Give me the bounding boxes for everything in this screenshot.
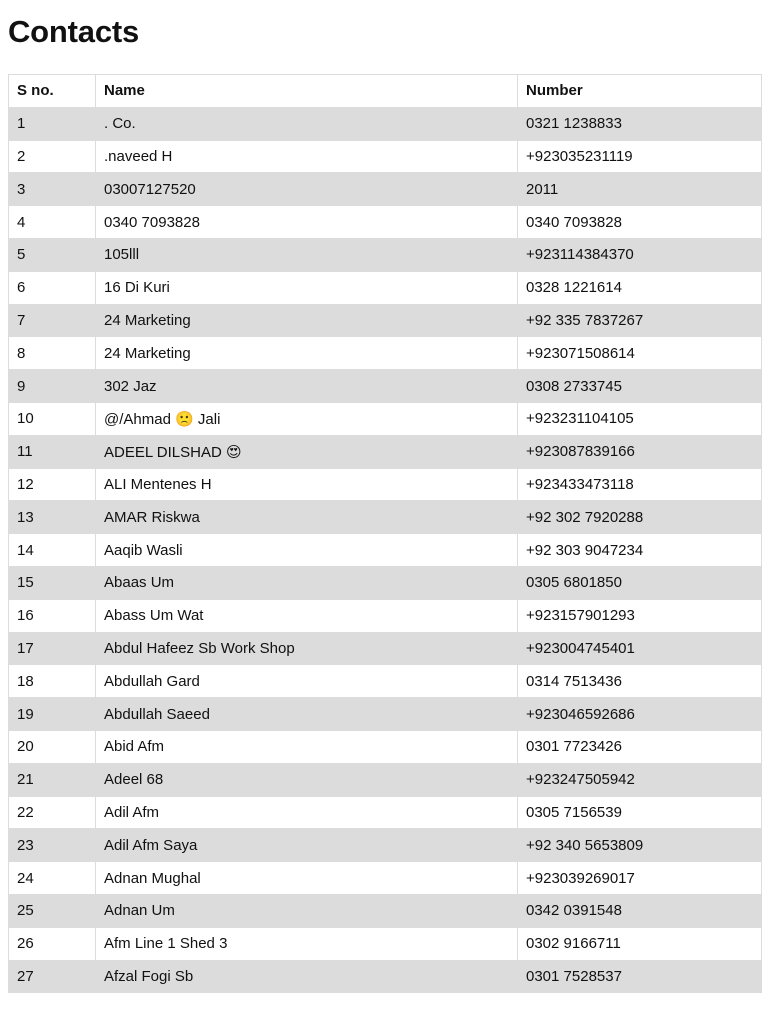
cell-sno: 15 <box>9 566 96 599</box>
cell-sno: 27 <box>9 960 96 993</box>
cell-name: Aaqib Wasli <box>96 534 518 567</box>
cell-number: +923433473118 <box>518 468 762 501</box>
cell-name: Abaas Um <box>96 566 518 599</box>
table-body <box>9 107 762 993</box>
cell-number: +923039269017 <box>518 862 762 895</box>
cell-name: 16 Di Kuri <box>96 271 518 304</box>
cell-number: +923247505942 <box>518 763 762 796</box>
table-row <box>9 534 762 567</box>
table-row <box>9 927 762 960</box>
table-row <box>9 173 762 206</box>
table-row <box>9 960 762 993</box>
cell-sno: 14 <box>9 534 96 567</box>
cell-name: Abdullah Saeed <box>96 698 518 731</box>
table-row <box>9 698 762 731</box>
cell-name: Afzal Fogi Sb <box>96 960 518 993</box>
cell-sno: 26 <box>9 927 96 960</box>
cell-number: 0340 7093828 <box>518 206 762 239</box>
cell-name: Adeel 68 <box>96 763 518 796</box>
cell-sno: 20 <box>9 730 96 763</box>
cell-sno: 23 <box>9 829 96 862</box>
table-row <box>9 829 762 862</box>
cell-sno: 1 <box>9 107 96 140</box>
column-header-sno: S no. <box>9 75 96 108</box>
cell-sno: 22 <box>9 796 96 829</box>
cell-sno: 13 <box>9 501 96 534</box>
table-row <box>9 599 762 632</box>
cell-number: +923087839166 <box>518 435 762 468</box>
cell-name: 0340 7093828 <box>96 206 518 239</box>
cell-sno: 19 <box>9 698 96 731</box>
table-row <box>9 337 762 370</box>
cell-sno: 18 <box>9 665 96 698</box>
cell-name: Afm Line 1 Shed 3 <box>96 927 518 960</box>
cell-number: +923046592686 <box>518 698 762 731</box>
cell-sno: 2 <box>9 140 96 173</box>
cell-number: +923231104105 <box>518 402 762 435</box>
cell-number: +92 303 9047234 <box>518 534 762 567</box>
cell-number: 0308 2733745 <box>518 370 762 403</box>
cell-name: ALI Mentenes H <box>96 468 518 501</box>
table-row <box>9 468 762 501</box>
cell-number: +92 302 7920288 <box>518 501 762 534</box>
cell-name: 24 Marketing <box>96 337 518 370</box>
cell-name: Abdullah Gard <box>96 665 518 698</box>
cell-name: AMAR Riskwa <box>96 501 518 534</box>
table-header <box>9 75 762 108</box>
cell-number: 0314 7513436 <box>518 665 762 698</box>
table-row <box>9 402 762 435</box>
table-row <box>9 566 762 599</box>
cell-number: +923035231119 <box>518 140 762 173</box>
cell-sno: 21 <box>9 763 96 796</box>
cell-sno: 8 <box>9 337 96 370</box>
cell-name: 24 Marketing <box>96 304 518 337</box>
cell-name: 03007127520 <box>96 173 518 206</box>
table-row <box>9 370 762 403</box>
cell-name: Adnan Um <box>96 894 518 927</box>
cell-name: 105lll <box>96 238 518 271</box>
cell-sno: 10 <box>9 402 96 435</box>
cell-name: Adil Afm Saya <box>96 829 518 862</box>
cell-number: +92 340 5653809 <box>518 829 762 862</box>
cell-name: Adil Afm <box>96 796 518 829</box>
table-row <box>9 763 762 796</box>
cell-number: 0305 6801850 <box>518 566 762 599</box>
cell-sno: 16 <box>9 599 96 632</box>
cell-number: +92 335 7837267 <box>518 304 762 337</box>
cell-name: . Co. <box>96 107 518 140</box>
cell-sno: 5 <box>9 238 96 271</box>
cell-name: Abdul Hafeez Sb Work Shop <box>96 632 518 665</box>
cell-number: +923114384370 <box>518 238 762 271</box>
cell-sno: 7 <box>9 304 96 337</box>
cell-number: +923071508614 <box>518 337 762 370</box>
cell-number: +923004745401 <box>518 632 762 665</box>
cell-name: .naveed H <box>96 140 518 173</box>
cell-name: Abass Um Wat <box>96 599 518 632</box>
cell-name: Adnan Mughal <box>96 862 518 895</box>
table-row <box>9 238 762 271</box>
table-row <box>9 862 762 895</box>
table-row <box>9 435 762 468</box>
table-row <box>9 107 762 140</box>
table-row <box>9 304 762 337</box>
cell-sno: 24 <box>9 862 96 895</box>
cell-sno: 17 <box>9 632 96 665</box>
cell-number: +923157901293 <box>518 599 762 632</box>
cell-sno: 12 <box>9 468 96 501</box>
table-row <box>9 665 762 698</box>
cell-sno: 9 <box>9 370 96 403</box>
cell-sno: 3 <box>9 173 96 206</box>
cell-number: 0342 0391548 <box>518 894 762 927</box>
page-title: Contacts <box>8 14 140 49</box>
table-row <box>9 796 762 829</box>
table-row <box>9 271 762 304</box>
cell-number: 0328 1221614 <box>518 271 762 304</box>
cell-number: 2011 <box>518 173 762 206</box>
cell-number: 0301 7723426 <box>518 730 762 763</box>
column-header-name: Name <box>96 75 518 108</box>
cell-number: 0305 7156539 <box>518 796 762 829</box>
cell-number: 0321 1238833 <box>518 107 762 140</box>
header-row <box>9 75 762 108</box>
table-row <box>9 206 762 239</box>
cell-name: @/Ahmad 🙁 Jali <box>96 402 518 435</box>
table-row <box>9 632 762 665</box>
cell-name: 302 Jaz <box>96 370 518 403</box>
table-row <box>9 730 762 763</box>
cell-sno: 6 <box>9 271 96 304</box>
table-row <box>9 894 762 927</box>
cell-name: ADEEL DILSHAD 😍 <box>96 435 518 468</box>
table-row <box>9 501 762 534</box>
column-header-number: Number <box>518 75 762 108</box>
cell-sno: 4 <box>9 206 96 239</box>
contacts-table <box>8 74 762 993</box>
cell-number: 0302 9166711 <box>518 927 762 960</box>
cell-name: Abid Afm <box>96 730 518 763</box>
cell-sno: 11 <box>9 435 96 468</box>
table-row <box>9 140 762 173</box>
cell-sno: 25 <box>9 894 96 927</box>
cell-number: 0301 7528537 <box>518 960 762 993</box>
